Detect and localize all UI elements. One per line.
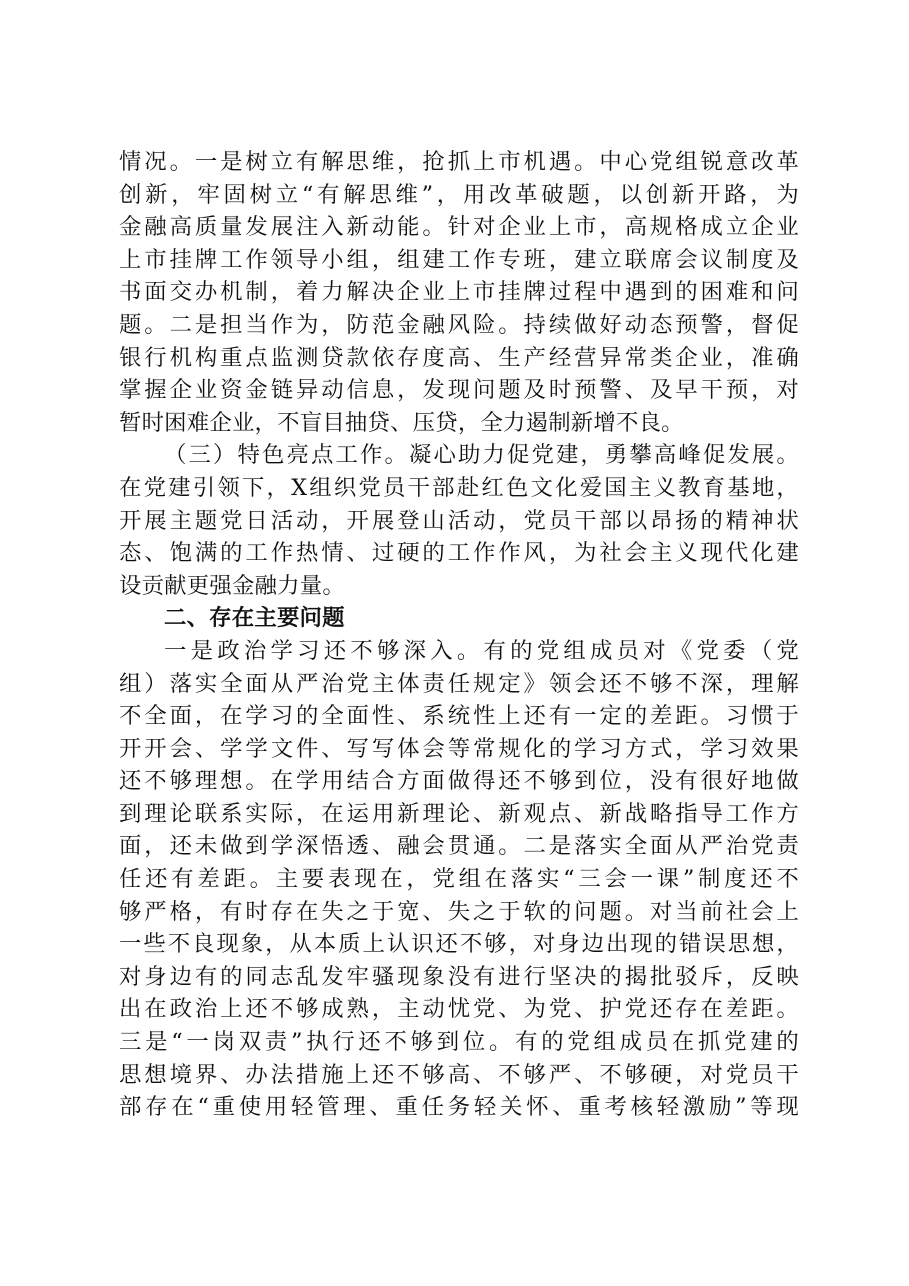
text-line: 书面交办机制，着力解决企业上市挂牌过程中遇到的困难和问 <box>119 279 799 306</box>
text-line: 还不够理想。在学用结合方面做得还不够到位，没有很好地做 <box>119 768 799 795</box>
text-line: 上市挂牌工作领导小组，组建工作专班，建立联席会议制度及 <box>119 246 799 273</box>
text-line: 创新，牢固树立“有解思维”，用改革破题，以创新开路，为 <box>119 181 799 208</box>
section-three-line: （三）特色亮点工作。凝心助力促党建，勇攀高峰促发展。 <box>164 442 799 469</box>
text-line: 部存在“重使用轻管理、重任务轻关怀、重考核轻激励”等现 <box>119 1094 799 1121</box>
text-line: 题。二是担当作为，防范金融风险。持续做好动态预警，督促 <box>119 311 799 338</box>
text-line: 任还有差距。主要表现在，党组在落实“三会一课”制度还不 <box>119 866 799 893</box>
text-line: 三是“一岗双责”执行还不够到位。有的党组成员在抓党建的 <box>119 1029 799 1056</box>
text-line: 面，还未做到学深悟透、融会贯通。二是落实全面从严治党责 <box>119 833 799 860</box>
text-line: 够严格，有时存在失之于宽、失之于软的问题。对当前社会上 <box>119 898 799 925</box>
text-line: 态、饱满的工作热情、过硬的工作作风，为社会主义现代化建 <box>119 540 799 567</box>
text-line: 情况。一是树立有解思维，抢抓上市机遇。中心党组锐意改革 <box>119 149 799 175</box>
text-line: 一些不良现象，从本质上认识还不够，对身边出现的错误思想， <box>119 931 799 958</box>
section-heading: 二、存在主要问题 <box>164 605 345 632</box>
text-line: 对身边有的同志乱发牢骚现象没有进行坚决的揭批驳斥，反映 <box>119 963 799 990</box>
body-text <box>119 146 799 1124</box>
text-line: 组）落实全面从严治党主体责任规定》领会还不够不深，理解 <box>119 670 799 697</box>
text-line: 掌握企业资金链异动信息，发现问题及时预警、及早干预，对 <box>119 377 799 404</box>
text-line: 到理论联系实际，在运用新理论、新观点、新战略指导工作方 <box>119 800 799 827</box>
text-line: 设贡献更强金融力量。 <box>119 572 345 599</box>
text-line: 在党建引领下，X组织党员干部赴红色文化爱国主义教育基地， <box>119 474 799 501</box>
problem-paragraph-start: 一是政治学习还不够深入。有的党组成员对《党委（党 <box>164 637 799 664</box>
text-line: 开开会、学学文件、写写体会等常规化的学习方式，学习效果 <box>119 735 799 762</box>
text-line: 开展主题党日活动，开展登山活动，党员干部以昂扬的精神状 <box>119 507 799 534</box>
text-line: 金融高质量发展注入新动能。针对企业上市，高规格成立企业 <box>119 214 799 241</box>
text-line: 出在政治上还不够成熟，主动忧党、为党、护党还存在差距。 <box>119 996 799 1023</box>
text-line: 不全面，在学习的全面性、系统性上还有一定的差距。习惯于 <box>119 703 799 730</box>
text-line: 暂时困难企业，不盲目抽贷、压贷，全力遏制新增不良。 <box>119 409 684 436</box>
text-line: 银行机构重点监测贷款依存度高、生产经营异常类企业，准确 <box>119 344 799 371</box>
text-line: 思想境界、办法措施上还不够高、不够严、不够硬，对党员干 <box>119 1061 799 1088</box>
